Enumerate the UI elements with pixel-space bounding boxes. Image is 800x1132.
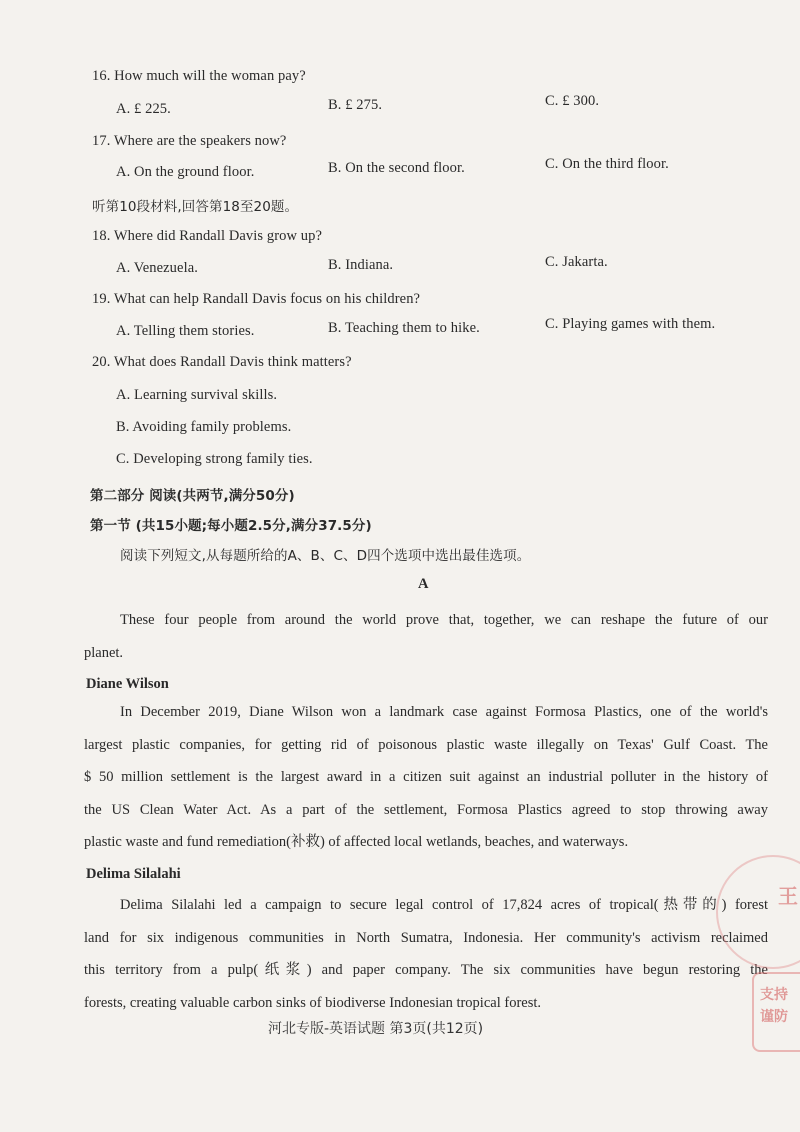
q20-option-a: A. Learning survival skills. (116, 387, 278, 403)
question-19: 19. What can help Randall Davis focus on his children? (92, 291, 421, 307)
person1-line: the US Clean Water Act. As a part of the settlement, Formosa Plastics agreed to stop throwing away (84, 801, 768, 818)
q20-option-b: B. Avoiding family problems. (116, 419, 292, 435)
person1-heading: Diane Wilson (86, 676, 169, 692)
intro-line: These four people from around the world prove that, together, we can reshape the future of our (120, 612, 768, 628)
q18-option-a: A. Venezuela. (116, 260, 198, 276)
intro-paragraph (84, 604, 768, 669)
section-one-title: 第一节 (共15小题;每小题2.5分,满分37.5分) (90, 518, 372, 534)
q18-option-b: B. Indiana. (328, 257, 394, 273)
person1-line: largest plastic companies, for getting rid of poisonous plastic waste illegally on Texas' Gulf Coast. The (84, 736, 768, 753)
watermark-stamp-text: 王 (778, 884, 798, 908)
person1-line: $ 50 million settlement is the largest award in a citizen suit against an industrial polluter in the history of (84, 769, 768, 785)
page-footer: 河北专版-英语试题 第3页(共12页) (268, 1021, 484, 1037)
q19-option-a: A. Telling them stories. (116, 323, 255, 339)
question-17: 17. Where are the speakers now? (92, 133, 287, 149)
person1-line: In December 2019, Diane Wilson won a landmark case against Formosa Plastics, one of the world's (120, 704, 768, 720)
watermark-badge-line1: 支持 (760, 987, 788, 1003)
q16-option-c: C. £ 300. (545, 93, 600, 109)
question-16: 16. How much will the woman pay? (92, 68, 306, 84)
person1-line: plastic waste and fund remediation(补救) of affected local wetlands, beaches, and waterways. (84, 834, 629, 850)
q16-option-b: B. £ 275. (328, 97, 383, 113)
q17-option-b: B. On the second floor. (328, 160, 465, 176)
q16-option-a: A. £ 225. (116, 101, 171, 117)
section-10-instruction: 听第10段材料,回答第18至20题。 (92, 199, 299, 215)
q20-option-c: C. Developing strong family ties. (116, 451, 313, 467)
person1-paragraph (84, 696, 768, 859)
person2-line: forests, creating valuable carbon sinks of biodiverse Indonesian tropical forest. (84, 994, 542, 1011)
q19-option-b: B. Teaching them to hike. (328, 320, 480, 336)
passage-label: A (418, 576, 429, 592)
person2-line: this territory from a pulp(纸浆) and paper company. The six communities have begun restoring the (84, 962, 768, 978)
intro-line: planet. (84, 644, 124, 661)
question-20: 20. What does Randall Davis think matters? (92, 354, 352, 370)
person2-heading: Delima Silalahi (86, 866, 181, 882)
q19-option-c: C. Playing games with them. (545, 316, 716, 332)
q17-option-c: C. On the third floor. (545, 156, 669, 172)
person2-line: land for six indigenous communities in North Sumatra, Indonesia. Her community's activism reclaimed (84, 929, 768, 946)
watermark-badge (752, 972, 800, 1052)
reading-instruction: 阅读下列短文,从每题所给的A、B、C、D四个选项中选出最佳选项。 (120, 548, 531, 564)
q17-option-a: A. On the ground floor. (116, 164, 255, 180)
watermark-badge-line2: 谨防 (760, 1009, 788, 1025)
person2-line: Delima Silalahi led a campaign to secure legal control of 17,824 acres of tropical(热带的) forest (120, 897, 768, 913)
question-18: 18. Where did Randall Davis grow up? (92, 228, 323, 244)
q18-option-c: C. Jakarta. (545, 254, 608, 270)
part-two-title: 第二部分 阅读(共两节,满分50分) (90, 488, 295, 504)
person2-paragraph (84, 889, 768, 1019)
